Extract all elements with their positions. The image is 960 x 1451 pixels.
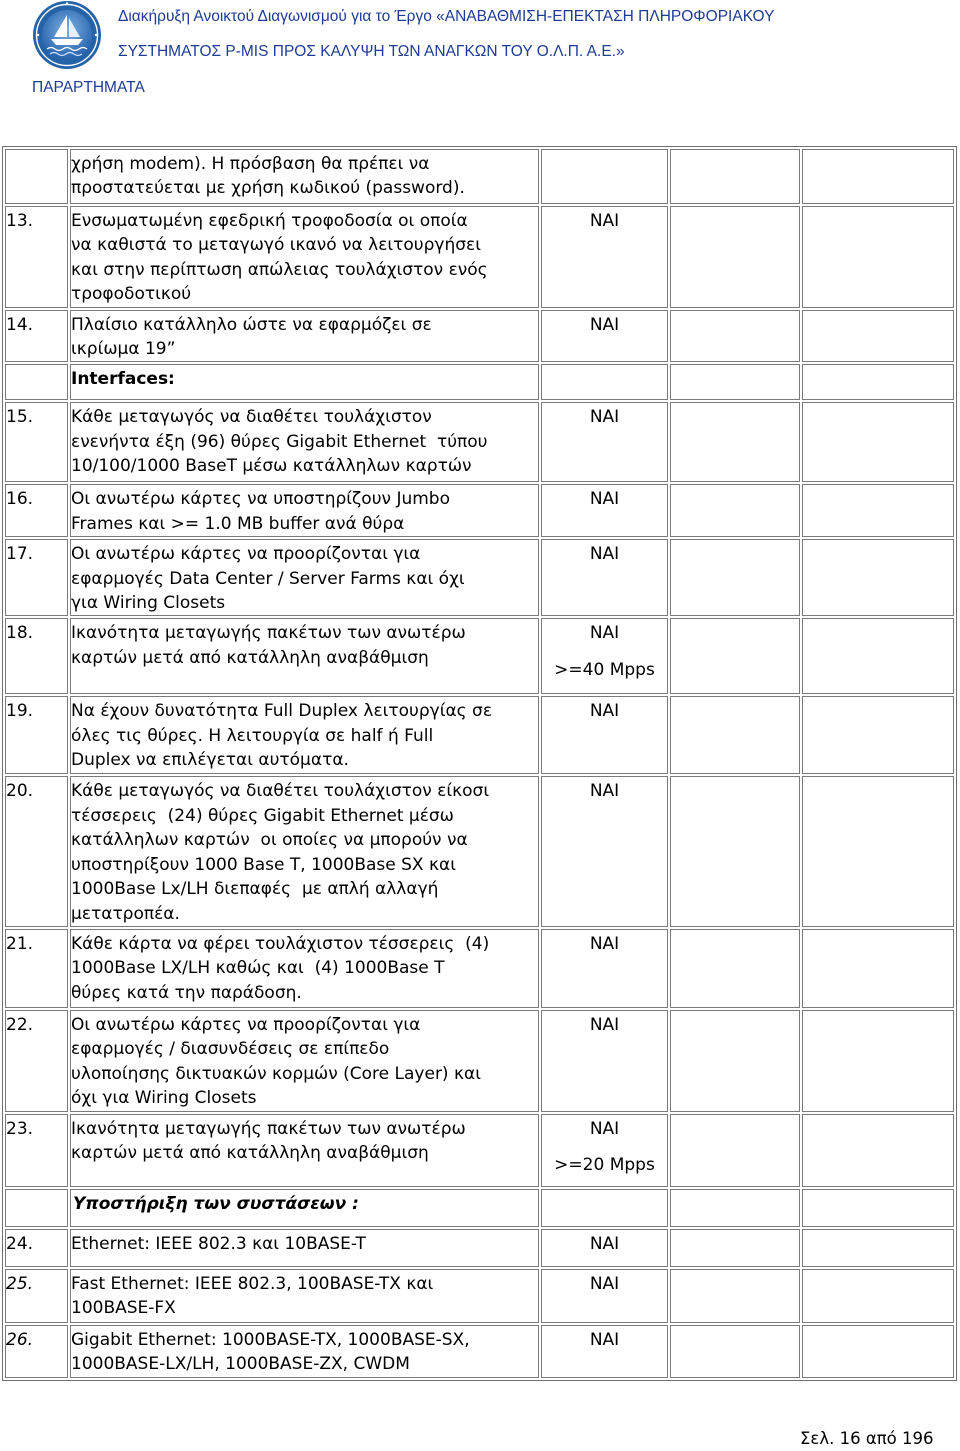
blank-cell [802, 696, 954, 774]
requirement-line: Πλαίσιο κατάλληλο ώστε να εφαρμόζει σε [71, 314, 432, 335]
item-number: 25. [6, 1273, 34, 1294]
table-row [5, 402, 954, 482]
blank-cell [670, 618, 800, 694]
requirement-line: υλοποίησης δικτυακών κορμών (Core Layer) και [71, 1063, 481, 1084]
requirement-line: Ικανότητα μεταγωγής πακέτων των ανωτέρω [71, 623, 466, 644]
table-row [5, 1010, 954, 1112]
table-row [5, 1114, 954, 1187]
item-number: 22. [6, 1014, 34, 1035]
section-heading-row [5, 364, 954, 400]
item-number: 16. [6, 489, 34, 510]
item-number-cell [5, 1189, 68, 1227]
compliance-answer: ΝΑΙ [589, 1273, 620, 1294]
item-number-cell [5, 149, 68, 204]
item-number-cell [5, 310, 68, 363]
compliance-cell [541, 1269, 668, 1323]
compliance-answer: ΝΑΙ [589, 701, 620, 722]
requirement-cell [70, 1229, 539, 1267]
requirement-line: Frames και >= 1.0 MB buffer ανά θύρα [71, 513, 405, 534]
section-heading: Υποστήριξη των συστάσεων : [73, 1193, 359, 1214]
requirement-line: Ικανότητα μεταγωγής πακέτων των ανωτέρω [71, 1118, 466, 1139]
item-number: 13. [6, 211, 34, 231]
compliance-answer: ΝΑΙ [589, 933, 620, 954]
blank-cell [802, 206, 954, 308]
blank-cell [670, 1189, 800, 1227]
throughput-value: >=40 Mpps [554, 659, 655, 680]
compliance-answer: ΝΑΙ [589, 1014, 620, 1035]
requirement-cell [70, 696, 539, 774]
requirement-line: Οι ανωτέρω κάρτες να προορίζονται για [71, 544, 421, 565]
requirement-line: ικρίωμα 19” [71, 339, 176, 360]
requirement-line: τροφοδοτικού [71, 284, 192, 305]
item-number-cell [5, 696, 68, 774]
compliance-cell [541, 484, 668, 537]
table-row [5, 929, 954, 1008]
requirement-cell [70, 1114, 539, 1187]
table-row [5, 1325, 954, 1378]
blank-cell [802, 310, 954, 363]
blank-cell [670, 149, 800, 204]
blank-cell [670, 364, 800, 400]
table-row [5, 776, 954, 926]
requirement-line: τέσσερεις (24) θύρες Gigabit Ethernet μέσω [71, 805, 454, 826]
document-title-line-2: ΣΥΣΤΗΜΑΤΟΣ P-MIS ΠΡΟΣ ΚΑΛΥΨΗ ΤΩΝ ΑΝΑΓΚΩΝ ΤΟΥ Ο.Λ.Π. Α.Ε.» [118, 43, 625, 60]
compliance-answer: ΝΑΙ [589, 489, 620, 510]
section-heading-row [5, 1189, 954, 1227]
requirement-line: ενενήντα έξη (96) θύρες Gigabit Ethernet τύπου [71, 431, 488, 452]
blank-cell [670, 696, 800, 774]
blank-cell [802, 776, 954, 926]
item-number: 23. [6, 1118, 34, 1139]
compliance-cell [541, 1229, 668, 1267]
requirement-line: Οι ανωτέρω κάρτες να υποστηρίζουν Jumbo [71, 489, 450, 510]
requirement-line: Fast Ethernet: IEEE 802.3, 100BASE-TX και [71, 1273, 434, 1294]
requirement-cell [70, 1269, 539, 1323]
item-number-cell [5, 539, 68, 616]
item-number: 24. [6, 1233, 34, 1254]
compliance-cell [541, 206, 668, 308]
item-number-cell [5, 1269, 68, 1323]
requirement-line: 10/100/1000 BaseT μέσω κατάλληλων καρτών [71, 456, 472, 477]
compliance-answer: ΝΑΙ [589, 781, 620, 802]
item-number: 18. [6, 623, 34, 644]
requirement-line: εφαρμογές / διασυνδέσεις σε επίπεδο [71, 1039, 390, 1060]
compliance-answer: ΝΑΙ [589, 314, 620, 335]
requirement-cell [70, 1010, 539, 1112]
blank-cell [802, 1189, 954, 1227]
item-number-cell [5, 364, 68, 400]
compliance-cell [541, 1189, 668, 1227]
blank-cell [802, 402, 954, 482]
requirement-cell [70, 310, 539, 363]
blank-cell [670, 484, 800, 537]
blank-cell [802, 1269, 954, 1323]
compliance-cell [541, 776, 668, 926]
blank-cell [802, 539, 954, 616]
compliance-cell [541, 618, 668, 694]
item-number-cell [5, 1114, 68, 1187]
blank-cell [670, 1229, 800, 1267]
requirement-cell [70, 364, 539, 400]
requirement-line: Οι ανωτέρω κάρτες να προορίζονται για [71, 1014, 421, 1035]
requirement-line: κατάλληλων καρτών οι οποίες να μπορούν να [71, 830, 468, 851]
compliance-answer: ΝΑΙ [589, 407, 620, 428]
blank-cell [670, 539, 800, 616]
blank-cell [670, 1269, 800, 1323]
requirement-line: όλες τις θύρες. Η λειτουργία σε half ή Full [71, 725, 434, 746]
blank-cell [802, 149, 954, 204]
table-row [5, 149, 954, 204]
requirement-line: χρήση modem). Η πρόσβαση θα πρέπει να [71, 154, 430, 174]
compliance-answer: ΝΑΙ [589, 623, 620, 644]
compliance-cell [541, 364, 668, 400]
requirement-cell [70, 618, 539, 694]
compliance-answer: ΝΑΙ [589, 544, 620, 565]
requirement-cell [70, 206, 539, 308]
compliance-answer: ΝΑΙ [589, 1329, 620, 1350]
requirement-cell [70, 1189, 539, 1227]
table-row [5, 1229, 954, 1267]
throughput-value: >=20 Mpps [554, 1155, 655, 1176]
blank-cell [802, 929, 954, 1008]
blank-cell [802, 364, 954, 400]
requirement-cell [70, 484, 539, 537]
requirement-line: Κάθε κάρτα να φέρει τουλάχιστον τέσσερεις (4) [71, 933, 490, 954]
requirement-line: Duplex να επιλέγεται αυτόματα. [71, 750, 349, 771]
requirement-line: υποστηρίξουν 1000 Base T, 1000Base SX και [71, 854, 456, 875]
blank-cell [670, 206, 800, 308]
compliance-answer: ΝΑΙ [589, 211, 620, 231]
blank-cell [670, 402, 800, 482]
blank-cell [802, 484, 954, 537]
requirement-line: 1000Base LX/LH καθώς και (4) 1000Base T [71, 958, 445, 979]
item-number-cell [5, 929, 68, 1008]
requirement-line: για Wiring Closets [71, 593, 226, 614]
requirement-cell [70, 149, 539, 204]
table-row [5, 206, 954, 308]
compliance-cell [541, 1325, 668, 1378]
item-number: 21. [6, 933, 34, 954]
requirement-line: Ethernet: IEEE 802.3 και 10BASE-T [71, 1233, 366, 1254]
blank-cell [802, 618, 954, 694]
item-number-cell [5, 1229, 68, 1267]
item-number-cell [5, 1010, 68, 1112]
table-row [5, 618, 954, 694]
requirement-line: 1000Base Lx/LH διεπαφές με απλή αλλαγή [71, 879, 439, 900]
blank-cell [802, 1010, 954, 1112]
table-row [5, 310, 954, 363]
compliance-cell [541, 929, 668, 1008]
requirement-line: Κάθε μεταγωγός να διαθέτει τουλάχιστον είκοσι [71, 781, 490, 802]
table-row [5, 696, 954, 774]
item-number: 26. [6, 1329, 34, 1350]
item-number-cell [5, 206, 68, 308]
item-number: 19. [6, 701, 34, 722]
section-heading: Interfaces: [71, 369, 175, 390]
requirement-line: μετατροπέα. [71, 903, 180, 924]
item-number-cell [5, 484, 68, 537]
table-row [5, 484, 954, 537]
compliance-cell [541, 1114, 668, 1187]
item-number-cell [5, 618, 68, 694]
requirement-line: Κάθε μεταγωγός να διαθέτει τουλάχιστον [71, 407, 432, 428]
blank-cell [802, 1325, 954, 1378]
requirement-line: όχι για Wiring Closets [71, 1088, 257, 1109]
requirement-cell [70, 929, 539, 1008]
compliance-cell [541, 696, 668, 774]
requirement-cell [70, 1325, 539, 1378]
requirement-line: καρτών μετά από κατάλληλη αναβάθμιση [71, 1143, 429, 1164]
specification-table [2, 146, 957, 1381]
blank-cell [670, 1114, 800, 1187]
blank-cell [670, 1325, 800, 1378]
blank-cell [670, 776, 800, 926]
item-number: 15. [6, 407, 34, 428]
requirement-line: θύρες κατά την παράδοση. [71, 982, 302, 1003]
item-number: 14. [6, 314, 34, 335]
blank-cell [670, 310, 800, 363]
requirement-line: Gigabit Ethernet: 1000BASE-TX, 1000BASE-SX, [71, 1329, 470, 1350]
table-row [5, 539, 954, 616]
item-number-cell [5, 1325, 68, 1378]
compliance-cell [541, 1010, 668, 1112]
compliance-cell [541, 402, 668, 482]
requirement-line: και στην περίπτωση απώλειας τουλάχιστον ενός [71, 259, 488, 280]
blank-cell [670, 1010, 800, 1112]
blank-cell [802, 1114, 954, 1187]
document-title-line-1: Διακήρυξη Ανοικτού Διαγωνισμού για το Έργο «ΑΝΑΒΑΘΜΙΣΗ-ΕΠΕΚΤΑΣΗ ΠΛΗΡΟΦΟΡΙΑΚΟΥ [118, 8, 775, 25]
requirement-line: να καθιστά το μεταγωγό ικανό να λειτουργήσει [71, 235, 481, 256]
section-title: ΠΑΡΑΡΤΗΜΑΤΑ [32, 79, 145, 96]
item-number: 20. [6, 781, 34, 802]
item-number-cell [5, 402, 68, 482]
blank-cell [802, 1229, 954, 1267]
compliance-answer: ΝΑΙ [589, 1118, 620, 1139]
compliance-cell [541, 149, 668, 204]
requirement-line: 100BASE-FX [71, 1298, 176, 1319]
item-number: 17. [6, 544, 34, 565]
compliance-cell [541, 310, 668, 363]
compliance-answer: ΝΑΙ [589, 1233, 620, 1254]
requirement-line: καρτών μετά από κατάλληλη αναβάθμιση [71, 647, 429, 668]
table-row [5, 1269, 954, 1323]
requirement-line: Να έχουν δυνατότητα Full Duplex λειτουργίας σε [71, 701, 493, 722]
olp-emblem-icon [30, 0, 104, 70]
requirement-line: 1000BASE-LX/LH, 1000BASE-ZX, CWDM [71, 1354, 410, 1375]
requirement-line: Ενσωματωμένη εφεδρική τροφοδοσία οι οποία [71, 211, 468, 231]
requirement-cell [70, 776, 539, 926]
requirement-cell [70, 539, 539, 616]
compliance-cell [541, 539, 668, 616]
requirement-cell [70, 402, 539, 482]
blank-cell [670, 929, 800, 1008]
page-number: Σελ. 16 από 196 [800, 1429, 934, 1448]
requirement-line: εφαρμογές Data Center / Server Farms και όχι [71, 568, 465, 589]
item-number-cell [5, 776, 68, 926]
requirement-line: προστατεύεται με χρήση κωδικού (password). [71, 178, 465, 199]
